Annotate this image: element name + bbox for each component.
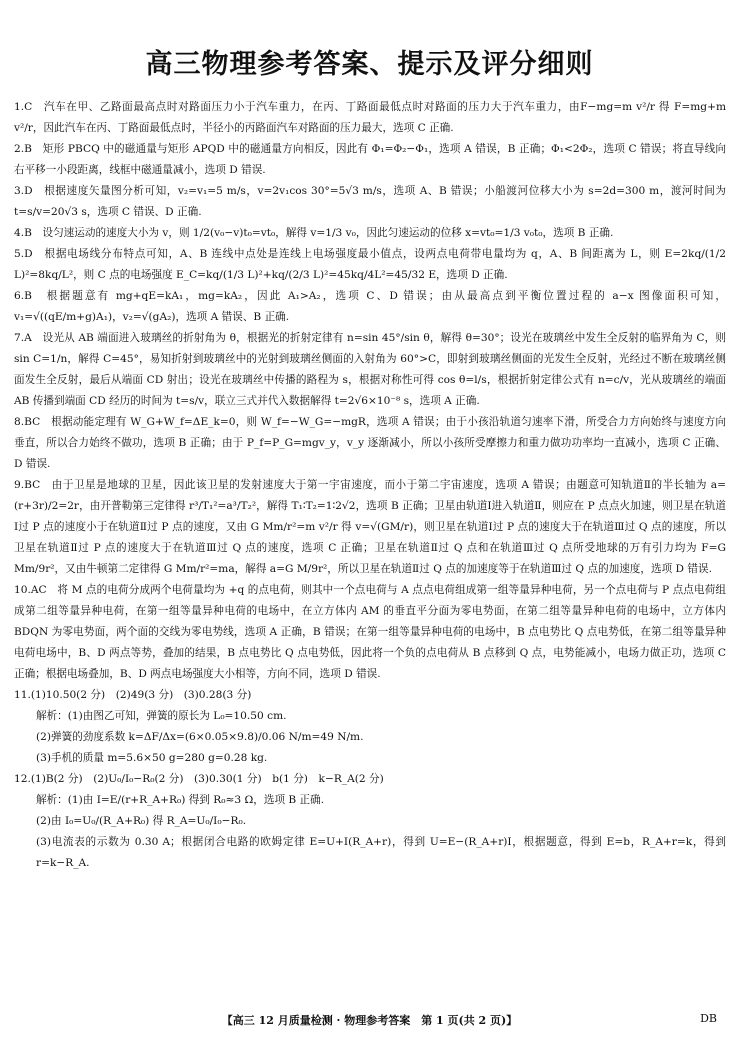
answer-7 — [14, 328, 726, 412]
answer-12 — [14, 769, 726, 874]
answer-6 — [14, 286, 726, 328]
answer-line: 9.BC 由于卫星是地球的卫星，因此该卫星的发射速度大于第一宇宙速度，而小于第二宇宙速度，选项 A 错误；由题意可知轨道Ⅱ的半长轴为 a=(r+3r)/2=2r，由开普勒第三定律得 r³/T₁²=a³/T₂²，解得 T₁∶T₂=1∶2√2，选项 B 正确；卫星由轨道Ⅰ进入轨道Ⅱ，则应在 P 点点火加速，则卫星在轨道Ⅰ过 P 点的速度小于在轨道Ⅱ过 P 点的速度，又由 G Mm/r²=m v²/r 得 v=√(GM/r)，则卫星在轨道Ⅰ过 P 点的速度大于在轨道Ⅲ过 Q 点的速度，所以卫星在轨道Ⅱ过 P 点的速度大于在轨道Ⅲ过 Q 点的速度，选项 C 正确；卫星在轨道Ⅱ过 Q 点和在轨道Ⅲ过 Q 点所受地球的万有引力均为 F=G Mm/9r²，又由牛顿第二定律得 G Mm/r²=ma，解得 a=G M/9r²，所以卫星在轨道Ⅱ过 Q 点的加速度等于在轨道Ⅲ过 Q 点的加速度，选项 D 错误. — [14, 479, 726, 575]
answer-line: (3)电流表的示数为 0.30 A；根据闭合电路的欧姆定律 E=U+I(R_A+r)，得到 U=E−(R_A+r)I，根据题意，得到 E=b，R_A+r=k，得到 r=k−R_A. — [36, 836, 726, 869]
page-title: 高三物理参考答案、提示及评分细则 — [145, 49, 594, 80]
answer-line: 8.BC 根据动能定理有 W_G+W_f=ΔE_k=0，则 W_f=−W_G=−mgR，选项 A 错误；由于小孩沿轨道匀速率下滑，所受合力方向始终与速度方向垂直，所以合力始终不做功，选项 B 正确；由于 P_f=P_G=mgv_y，v_y 逐渐减小，所以小孩所受摩擦力和重力做功功率均一直减小，选项 C 正确、D 错误. — [14, 416, 726, 470]
answer-line: 12.(1)B(2 分) (2)U₀/I₀−R₀(2 分) (3)0.30(1 分) b(1 分) k−R_A(2 分) — [14, 773, 384, 785]
answer-line: 6.B 根据题意有 mg+qE=kA₁，mg=kA₂，因此 A₁>A₂，选项 C、D 错误；由从最高点到平衡位置过程的 a−x 图像面积可知，v₁=√((qE/m+g)A₁)，v₂=√(gA₂)，选项 A 错误、B 正确. — [14, 290, 726, 323]
page-footer: 【高三 12 月质量检测 · 物理参考答案 第 1 页(共 2 页)】 — [221, 1014, 518, 1027]
answer-line: 10.AC 将 M 点的电荷分成两个电荷量均为 +q 的点电荷，则其中一个点电荷与 A 点点电荷组成第一组等量异种电荷，另一个点电荷与 P 点点电荷组成第二组等量异种电荷，在第一组等量异种电荷的电场中，在立方体内 AM 的垂直平分面为零电势面，在第二组等量异种电荷的电场中，立方体内 BDQN 为零电势面，两个面的交线为零电势线，选项 A 正确，B 错误；在第一组等量异种电荷的电场中，B 点电势比 Q 点电势低，在第二组等量异种电荷电场中，B、D 两点等势，叠加的结果，B 点电势比 Q 点电势低，因此将一个负的点电荷从 B 点移到 Q 点，电势能减小，电场力做正功，选项 C 正确；根据电场叠加，B、D 两点电场强度大小相等，方向不同，选项 D 错误. — [14, 584, 726, 680]
answer-line: 5.D 根据电场线分布特点可知，A、B 连线中点处是连线上电场强度最小值点，设两点电荷带电量均为 q，A、B 间距离为 L，则 E=2kq/(1/2 L)²=8kq/L²，则 C 点的电场强度 E_C=kq/(1/3 L)²+kq/(2/3 L)²=45kq/4L²=45/32 E，选项 D 正确. — [14, 248, 726, 281]
answer-line: 解析：(1)由图乙可知，弹簧的原长为 L₀=10.50 cm. — [36, 710, 287, 722]
answer-line: 7.A 设光从 AB 端面进入玻璃丝的折射角为 θ，根据光的折射定律有 n=sin 45°/sin θ，解得 θ=30°；设光在玻璃丝中发生全反射的临界角为 C，则 sin C=1/n，解得 C=45°，易知折射到玻璃丝中的光射到玻璃丝侧面的入射角为 60°>C，即射到玻璃丝侧面的光发生全反射，光经过不断在玻璃丝侧面发生全反射，最后从端面 CD 射出；设光在玻璃丝中传播的路程为 s，根据对称性可得 cos θ=l/s，根据折射定律公式有 n=c/v，光从玻璃丝的端面 AB 传播到端面 CD 经历的时间为 t=s/v，联立三式并代入数据解得 t=2√6×10⁻⁸ s，选项 A 正确. — [14, 332, 726, 407]
answer-line: 11.(1)10.50(2 分) (2)49(3 分) (3)0.28(3 分) — [14, 689, 252, 701]
paper-code: DB — [700, 1012, 717, 1025]
answer-line: (3)手机的质量 m=5.6×50 g=280 g=0.28 kg. — [36, 752, 268, 764]
answer-9 — [14, 475, 726, 580]
answer-line: (2)由 I₀=U₀/(R_A+R₀) 得 R_A=U₀/I₀−R₀. — [36, 815, 247, 827]
answer-line: 4.B 设匀速运动的速度大小为 v，则 1/2(v₀−v)t₀=vt₀，解得 v=1/3 v₀，因此匀速运动的位移 x=vt₀=1/3 v₀t₀，选项 B 正确. — [14, 227, 614, 239]
answer-3 — [14, 181, 726, 223]
answer-line: 3.D 根据速度矢量图分析可知，v₂=v₁=5 m/s，v=2v₁cos 30°=5√3 m/s，选项 A、B 错误；小船渡河位移大小为 s=2d=300 m，渡河时间为 t=s/v=20√3 s，选项 C 错误、D 正确. — [14, 185, 726, 218]
answer-1 — [14, 97, 726, 139]
answer-11 — [14, 685, 726, 769]
answer-line: 2.B 矩形 PBCQ 中的磁通量与矩形 APQD 中的磁通量方向相反，因此有 Φ₁=Φ₂−Φ₁，选项 A 错误，B 正确；Φ₁<2Φ₂，选项 C 错误；将直导线向右平移一小段距离，线框中磁通量减小，选项 D 错误. — [14, 143, 726, 176]
answer-body — [14, 97, 726, 874]
answer-line: 1.C 汽车在甲、乙路面最高点时对路面压力小于汽车重力，在丙、丁路面最低点时对路面的压力大于汽车重力，由F−mg=m v²/r 得 F=mg+m v²/r，因此汽车在丙、丁路面最低点时，半径小的丙路面汽车对路面的压力最大，选项 C 正确. — [14, 101, 726, 134]
answer-8 — [14, 412, 726, 475]
answer-5 — [14, 244, 726, 286]
answer-line: (2)弹簧的劲度系数 k=ΔF/Δx=(6×0.05×9.8)/0.06 N/m=49 N/m. — [36, 731, 364, 743]
answer-4 — [14, 223, 726, 244]
answer-2 — [14, 139, 726, 181]
answer-line: 解析：(1)由 I=E/(r+R_A+R₀) 得到 R₀≈3 Ω，选项 B 正确. — [36, 794, 325, 806]
answer-10 — [14, 580, 726, 685]
